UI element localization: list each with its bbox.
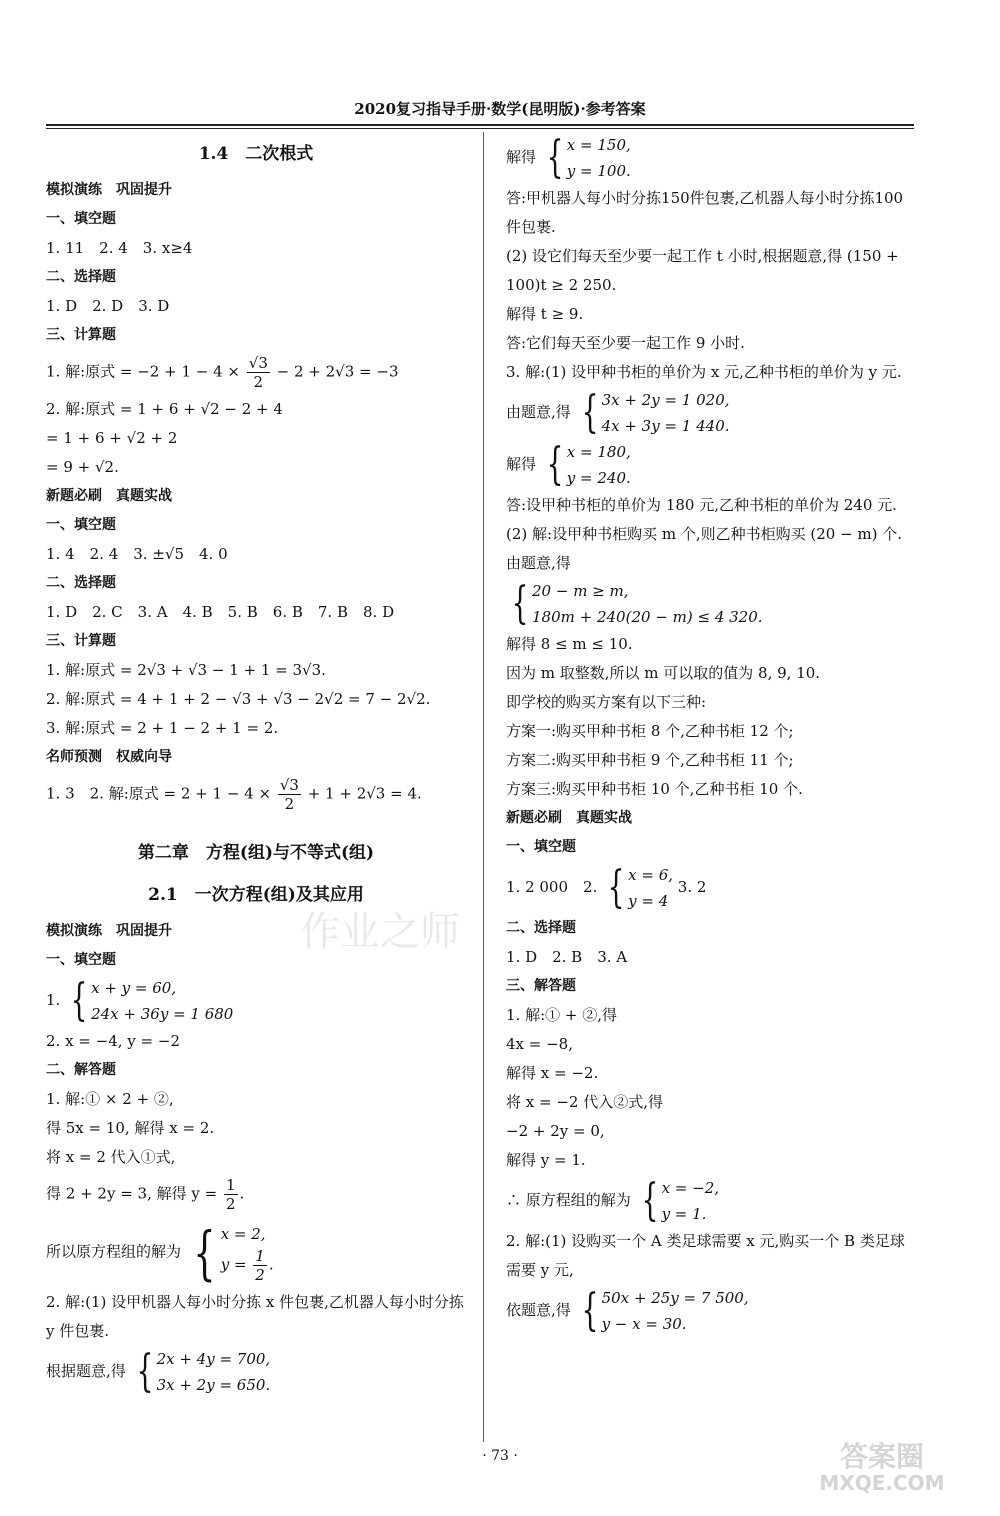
section-title: 2.1 一次方程(组)及其应用: [148, 885, 364, 905]
answer-line: [506, 387, 916, 439]
column-divider: [483, 132, 484, 1442]
expr-text: 根据题意,得: [46, 1362, 126, 1380]
fraction: [224, 1176, 238, 1213]
subheading: 二、选择题: [506, 920, 576, 936]
system-row: 20 − m ≥ m,: [532, 582, 629, 600]
subheading: 三、计算题: [46, 327, 116, 343]
answer-line: 答:甲机器人每小时分拣150件包裹,乙机器人每小时分拣100件包裹.: [506, 189, 904, 236]
answer-line: 即学校的购买方案有以下三种:: [506, 693, 707, 711]
subheading: 一、填空题: [46, 952, 116, 968]
subheading: 一、填空题: [46, 517, 116, 533]
answer-line: 方案二:购买甲种书柜 9 个,乙种书柜 11 个;: [506, 751, 794, 769]
answer-line: 3. 解:(1) 设甲种书柜的单价为 x 元,乙种书柜的单价为 y 元.: [506, 363, 902, 381]
answer-line: 得 5x = 10, 解得 x = 2.: [46, 1119, 215, 1137]
answer-line: [46, 350, 466, 395]
answer-line: 得 2 + 2y = 3, 解得 y = $\frac{1}{2}$ .: [46, 1176, 245, 1213]
system-row: y = 100.: [566, 162, 631, 180]
answer-line: (2) 设它们每天至少要一起工作 t 小时,根据题意,得 (150 + 100)t ≥ 2 250.: [506, 247, 899, 294]
answer-line: (2) 解:设甲种书柜购买 m 个,则乙种书柜购买 (20 − m) 个.: [506, 525, 903, 543]
answer-line: [46, 975, 466, 1027]
fraction: [247, 354, 270, 391]
equation-system: { x = 150, y = 100.: [546, 132, 631, 183]
answer-line: [506, 132, 916, 184]
system-row: x = 180,: [566, 443, 631, 461]
page-header: 2020复习指导手册·数学(昆明版)·参考答案: [354, 100, 646, 118]
system-row: 4x + 3y = 1 440.: [601, 417, 730, 435]
watermark-logo: [802, 1434, 962, 1496]
equation-system: { 50x + 25y = 7 500, y − x = 30.: [581, 1285, 749, 1336]
expr-text: 由题意,得: [506, 403, 571, 421]
system-row: y = 1.: [661, 1205, 707, 1223]
frac-num: 1: [255, 1247, 265, 1265]
equation-system: { x = 6, y = 4: [607, 862, 674, 913]
answer-line: = 9 + √2.: [46, 458, 119, 476]
answer-line: 2. 解:原式 = 1 + 6 + √2 − 2 + 4: [46, 400, 283, 418]
system-row: 24x + 36y = 1 680: [91, 1005, 234, 1023]
answer-line: 将 x = 2 代入①式,: [46, 1148, 176, 1166]
system-row: x = 150,: [566, 136, 631, 154]
subheading: 二、解答题: [46, 1062, 116, 1078]
expr-text: y =: [220, 1255, 247, 1274]
expr-text: 所以原方程组的解为: [46, 1242, 182, 1261]
logo-site: MXQE.COM: [819, 1471, 945, 1495]
equation-system: { 2x + 4y = 700, 3x + 2y = 650.: [136, 1346, 271, 1397]
answer-line: 4x = −8,: [506, 1035, 573, 1053]
fraction: [278, 776, 301, 813]
equation-system: { x = 180, y = 240.: [546, 439, 631, 490]
frac-den: 2: [225, 1195, 236, 1213]
equation-system: { x = −2, y = 1.: [641, 1175, 720, 1226]
expr-text: + 1 + 2√3 = 4.: [307, 784, 422, 803]
answer-line: 1. 4 2. 4 3. ±√5 4. 0: [46, 545, 228, 563]
subheading: 二、选择题: [46, 269, 116, 285]
system-row: x = −2,: [661, 1179, 720, 1197]
answer-line: 解得 y = 1.: [506, 1151, 586, 1169]
subheading: 三、计算题: [46, 633, 116, 649]
frac-den: 2: [284, 795, 295, 813]
system-row: 50x + 25y = 7 500,: [601, 1289, 749, 1307]
answer-line: [506, 439, 916, 491]
answer-line: 2. 解:原式 = 4 + 1 + 2 − √3 + √3 − 2√2 = 7 − 2√2.: [46, 690, 431, 708]
answer-line: 1. 解:原式 = 2√3 + √3 − 1 + 1 = 3√3.: [46, 661, 326, 679]
system-row: x = 6,: [628, 866, 674, 884]
system-row: 3x + 2y = 1 020,: [601, 391, 730, 409]
expr-text: 解得: [506, 148, 537, 166]
frac-den: 2: [253, 373, 264, 391]
left-column: [46, 132, 466, 1398]
expr-text: ∴ 原方程组的解为: [506, 1191, 631, 1209]
subheading: 一、填空题: [46, 211, 116, 227]
subheading: 二、选择题: [46, 575, 116, 591]
frac-num: √3: [279, 776, 299, 794]
group-heading: 模拟演练 巩固提升: [46, 923, 172, 939]
page-number: · 73 ·: [482, 1448, 518, 1464]
answer-line: 1. D 2. D 3. D: [46, 297, 170, 315]
expr-text: 依题意,得: [506, 1301, 571, 1319]
answer-line: 方案三:购买甲种书柜 10 个,乙种书柜 10 个.: [506, 780, 803, 798]
answer-line: [46, 1346, 466, 1398]
group-heading: 名师预测 权威向导: [46, 749, 172, 765]
answer-line: 2. 解:(1) 设甲机器人每小时分拣 x 件包裹,乙机器人每小时分拣 y 件包裹.: [46, 1293, 464, 1340]
expr-text: 解得: [506, 455, 537, 473]
answer-line: 1. 解:① × 2 + ②,: [46, 1090, 174, 1108]
answer-line: 2. x = −4, y = −2: [46, 1032, 180, 1050]
answer-line: 1. 解:① + ②,得: [506, 1006, 618, 1024]
answer-line: 1. 11 2. 4 3. x≥4: [46, 239, 193, 257]
answer-line: 3. 解:原式 = 2 + 1 − 2 + 1 = 2.: [46, 719, 279, 737]
expr-text: 得 2 + 2y = 3, 解得 y =: [46, 1184, 218, 1203]
expr-text: 1. 解:原式 = −2 + 1 − 4 ×: [46, 362, 240, 381]
header-rule-thick: [46, 124, 914, 126]
expr-text: − 2 + 2√3 = −3: [276, 362, 399, 381]
watermark-text: 作业之师: [300, 909, 460, 955]
answer-line: 由题意,得: [506, 554, 571, 572]
answer-line: 方案一:购买甲种书柜 8 个,乙种书柜 12 个;: [506, 722, 794, 740]
answer-line: [506, 1285, 916, 1337]
subheading: 三、解答题: [506, 978, 576, 994]
right-column: [506, 132, 916, 1337]
header-rule-thin: [46, 128, 914, 129]
equation-system: { x = 2, y = $\frac{1}{2}$ .: [193, 1218, 274, 1287]
system-row: y = $\frac{1}{2}$ .: [220, 1247, 274, 1284]
chapter-title: 第二章 方程(组)与不等式(组): [137, 843, 375, 863]
answer-line: 解得 8 ≤ m ≤ 10.: [506, 635, 633, 653]
answer-line: −2 + 2y = 0,: [506, 1122, 605, 1140]
system-row: 3x + 2y = 650.: [156, 1376, 271, 1394]
answer-line: [46, 772, 466, 817]
frac-den: 2: [255, 1266, 265, 1284]
fraction: [253, 1247, 267, 1284]
system-row: x = 2,: [220, 1225, 266, 1243]
frac-num: √3: [248, 354, 268, 372]
answer-line: 将 x = −2 代入②式,得: [506, 1093, 663, 1111]
group-heading: 模拟演练 巩固提升: [46, 182, 172, 198]
expr-text: 1. 2 000 2.: [506, 878, 598, 896]
system-row: y = 240.: [566, 469, 631, 487]
answer-line: [506, 578, 916, 630]
expr-text: 3. 2: [677, 878, 707, 896]
equation-system: { x + y = 60, 24x + 36y = 1 680: [70, 975, 234, 1026]
answer-line: 解得 t ≥ 9.: [506, 305, 584, 323]
answer-line: 1. D 2. C 3. A 4. B 5. B 6. B 7. B 8. D: [46, 603, 395, 621]
answer-line: [506, 862, 916, 914]
answer-line: [46, 1217, 466, 1288]
logo-brand: 答案圈: [839, 1440, 925, 1473]
expr-text: 1.: [46, 991, 61, 1009]
answer-line: 答:设甲种书柜的单价为 180 元,乙种书柜的单价为 240 元.: [506, 496, 897, 514]
frac-num: 1: [225, 1176, 236, 1194]
answer-line: = 1 + 6 + √2 + 2: [46, 429, 178, 447]
system-row: 2x + 4y = 700,: [156, 1350, 271, 1368]
subheading: 一、填空题: [506, 839, 576, 855]
answer-line: [506, 1175, 916, 1227]
expr-text: 1. 3 2. 解:原式 = 2 + 1 − 4 ×: [46, 784, 272, 803]
answer-line: 解得 x = −2.: [506, 1064, 599, 1082]
answer-line: 1. D 2. B 3. A: [506, 948, 628, 966]
group-heading: 新题必刷 真题实战: [46, 488, 172, 504]
system-row: y − x = 30.: [601, 1315, 687, 1333]
system-row: y = 4: [628, 892, 669, 910]
system-row: x + y = 60,: [91, 979, 177, 997]
answer-line: 答:它们每天至少要一起工作 9 小时.: [506, 334, 745, 352]
section-title: 1.4 二次根式: [198, 144, 314, 164]
answer-line: 因为 m 取整数,所以 m 可以取的值为 8, 9, 10.: [506, 664, 821, 682]
group-heading: 新题必刷 真题实战: [506, 810, 632, 826]
inequality-system: { 20 − m ≥ m, 180m + 240(20 − m) ≤ 4 320.: [511, 578, 763, 629]
system-row: 180m + 240(20 − m) ≤ 4 320.: [532, 608, 763, 626]
answer-line: 2. 解:(1) 设购买一个 A 类足球需要 x 元,购买一个 B 类足球需要 y 元,: [506, 1232, 905, 1279]
equation-system: { 3x + 2y = 1 020, 4x + 3y = 1 440.: [581, 387, 730, 438]
